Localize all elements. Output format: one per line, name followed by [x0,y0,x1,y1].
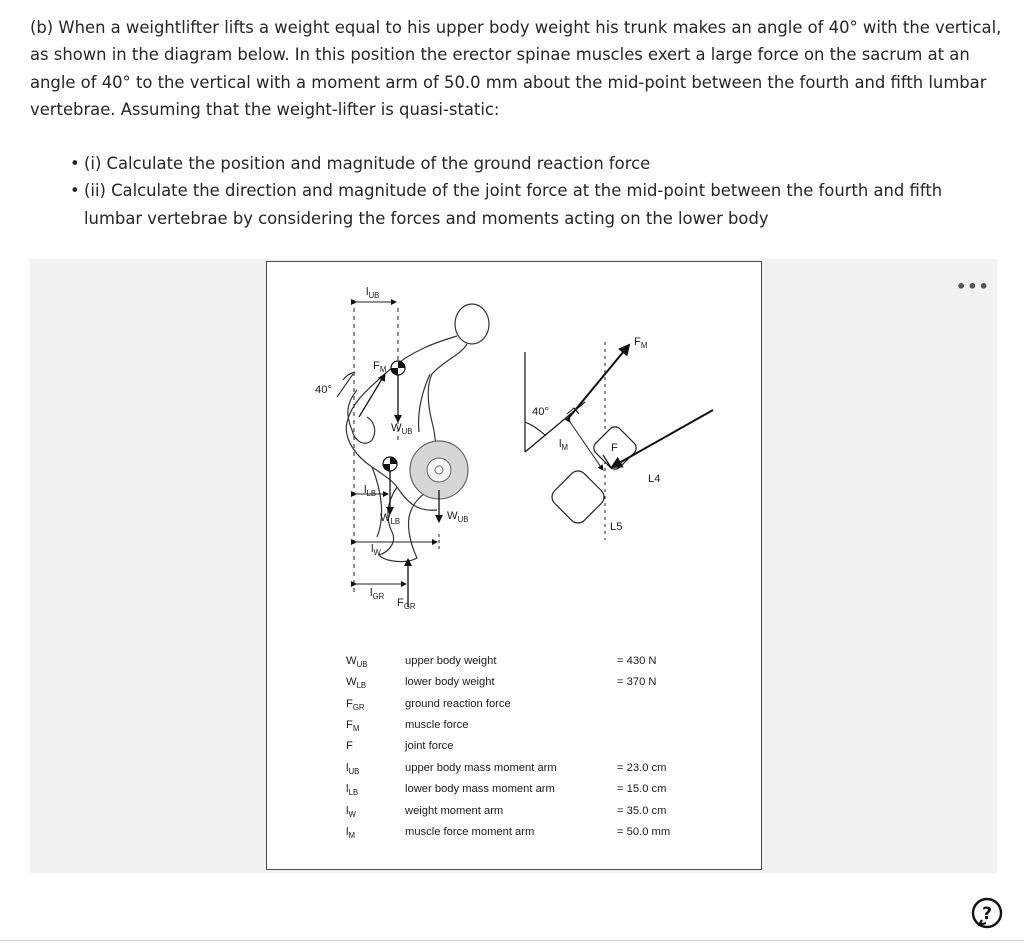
label-l-w: $l_W$ [371,543,381,558]
legend-value: = 50.0 mm [617,826,671,838]
legend-value: = 430 N [617,655,657,667]
label-l-lb: $l_{LB}$ [364,484,377,499]
label-joint-force: F [611,442,618,454]
label-l-m: $l_M$ [559,438,569,453]
legend-desc: joint force [405,740,454,752]
legend-symbol: $F_M$ [346,719,360,734]
legend-value: = 35.0 cm [617,805,667,817]
legend-desc: weight moment arm [405,805,504,817]
legend-desc: lower body weight [405,676,495,688]
legend-symbol: $W_{LB}$ [346,676,367,691]
vertebra-l5 [548,467,607,526]
label-l-gr: $l_{GR}$ [370,587,385,602]
lower-body-com-marker [383,457,397,471]
label-f-m-left: $F_M$ [373,360,387,375]
upper-body-com-marker [391,361,405,375]
help-button[interactable] [970,896,1004,930]
legend-symbol: $F_{GR}$ [346,698,365,713]
more-options-button[interactable]: ••• [956,277,990,296]
question-text: (b) When a weightlifter lifts a weight equal to his upper body weight his trunk makes an angle of 40° with the vertical, as shown in the diagram below. In this position the erector spinae muscles exert a large force on the sacrum at an angle of 40° to the vertical with a moment arm of 50.0 mm about the mid-point between the fourth and fifth lumbar vertebrae. Assuming that the weight-lifter is quasi-static: [30,18,1002,120]
legend-desc: ground reaction force [405,698,511,710]
label-l4: L4 [648,473,661,485]
legend-symbol: $l_{LB}$ [346,783,359,798]
question-parts [70,150,950,232]
legend-value: = 15.0 cm [617,783,667,795]
legend-symbol: $W_{UB}$ [346,655,368,670]
legend-symbol: F [346,740,353,752]
question-part-2: • (ii) Calculate the direction and magnitude of the joint force at the mid-point between the fourth and fifth lumbar vertebrae by considering the forces and moments acting on the lower body [70,177,950,232]
label-f-gr: $F_{GR}$ [397,597,416,612]
legend-symbol: $l_W$ [346,805,356,820]
label-angle-right: 40° [532,406,549,418]
legend-symbol: $l_M$ [346,826,356,841]
question-part-1: • (i) Calculate the position and magnitude of the ground reaction force [70,150,950,177]
legend-desc: upper body mass moment arm [405,762,557,774]
legend-value: = 370 N [617,676,657,688]
muscle-force-arrow-right [567,345,629,420]
svg-text:?: ? [982,904,992,924]
label-w-lb: $W_{LB}$ [380,512,401,527]
legend-desc: upper body weight [405,655,497,667]
label-w-ub: $W_{UB}$ [391,422,413,437]
label-l-ub: $l_{UB}$ [366,286,380,301]
legend-value: = 23.0 cm [617,762,667,774]
legend-symbol: $l_{UB}$ [346,762,360,777]
legend-desc: lower body mass moment arm [405,783,555,795]
help-circle-icon [970,896,1004,930]
biomechanics-figure [266,261,762,870]
label-angle-left: 40° [315,384,332,396]
bottom-divider [0,940,1024,941]
free-body-diagram [267,262,761,869]
label-f-m-right: $F_M$ [634,336,648,351]
legend-desc: muscle force moment arm [405,826,535,838]
label-w-ub-weight: $W_{UB}$ [447,510,469,525]
label-l5: L5 [610,521,623,533]
muscle-force-arrow-left [359,374,385,417]
legend-desc: muscle force [405,719,469,731]
